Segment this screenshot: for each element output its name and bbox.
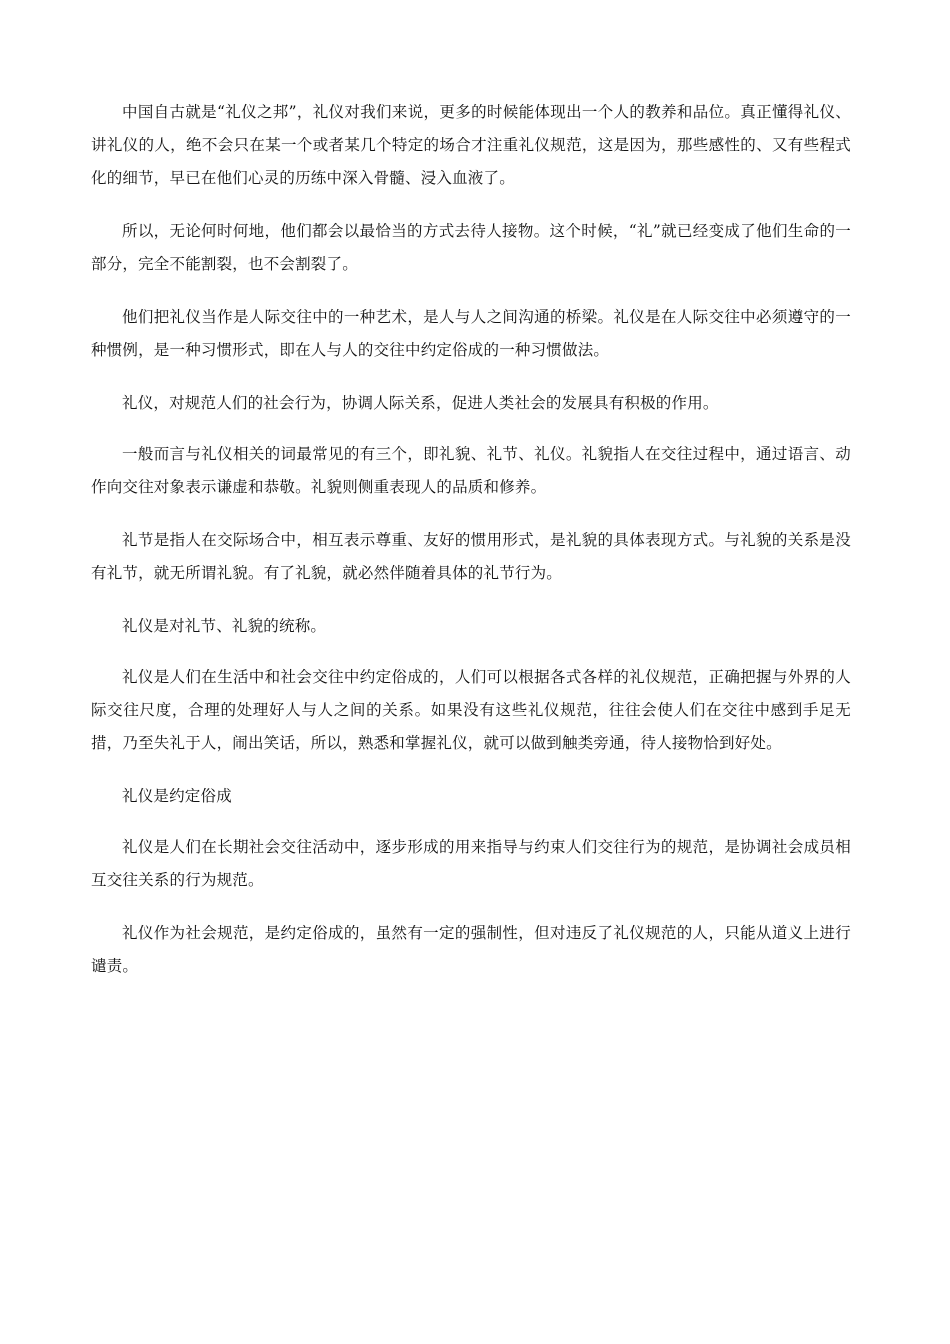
paragraph: 礼仪是人们在长期社会交往活动中，逐步形成的用来指导与约束人们交往行为的规范，是协调社会成员相互交往关系的行为规范。 — [91, 838, 851, 889]
paragraph: 中国自古就是“礼仪之邦”，礼仪对我们来说，更多的时候能体现出一个人的教养和品位。真正懂得礼仪、讲礼仪的人，绝不会只在某一个或者某几个特定的场合才注重礼仪规范，这是因为，那些感性的、又有些程式化的细节，早已在他们心灵的历练中深入骨髓、浸入血液了。 — [91, 103, 851, 187]
paragraph: 他们把礼仪当作是人际交往中的一种艺术，是人与人之间沟通的桥梁。礼仪是在人际交往中必须遵守的一种惯例，是一种习惯形式，即在人与人的交往中约定俗成的一种习惯做法。 — [91, 308, 851, 359]
section-heading: 礼仪是约定俗成 — [122, 787, 232, 805]
paragraph: 所以，无论何时何地，他们都会以最恰当的方式去待人接物。这个时候，“礼”就已经变成了他们生命的一部分，完全不能割裂，也不会割裂了。 — [91, 222, 851, 273]
paragraph: 礼仪作为社会规范，是约定俗成的，虽然有一定的强制性，但对违反了礼仪规范的人，只能从道义上进行谴责。 — [91, 924, 851, 975]
paragraph: 礼节是指人在交际场合中，相互表示尊重、友好的惯用形式，是礼貌的具体表现方式。与礼貌的关系是没有礼节，就无所谓礼貌。有了礼貌，就必然伴随着具体的礼节行为。 — [91, 531, 851, 582]
paragraph: 礼仪是对礼节、礼貌的统称。 — [122, 617, 327, 635]
document-body — [91, 96, 851, 1003]
paragraph: 一般而言与礼仪相关的词最常见的有三个，即礼貌、礼节、礼仪。礼貌指人在交往过程中，通过语言、动作向交往对象表示谦虚和恭敬。礼貌则侧重表现人的品质和修养。 — [91, 445, 851, 496]
paragraph: 礼仪，对规范人们的社会行为，协调人际关系，促进人类社会的发展具有积极的作用。 — [122, 394, 719, 412]
paragraph: 礼仪是人们在生活中和社会交往中约定俗成的，人们可以根据各式各样的礼仪规范，正确把握与外界的人际交往尺度，合理的处理好人与人之间的关系。如果没有这些礼仪规范，往往会使人们在交往中感到手足无措，乃至失礼于人，闹出笑话，所以，熟悉和掌握礼仪，就可以做到触类旁通，待人接物恰到好处。 — [91, 668, 851, 752]
